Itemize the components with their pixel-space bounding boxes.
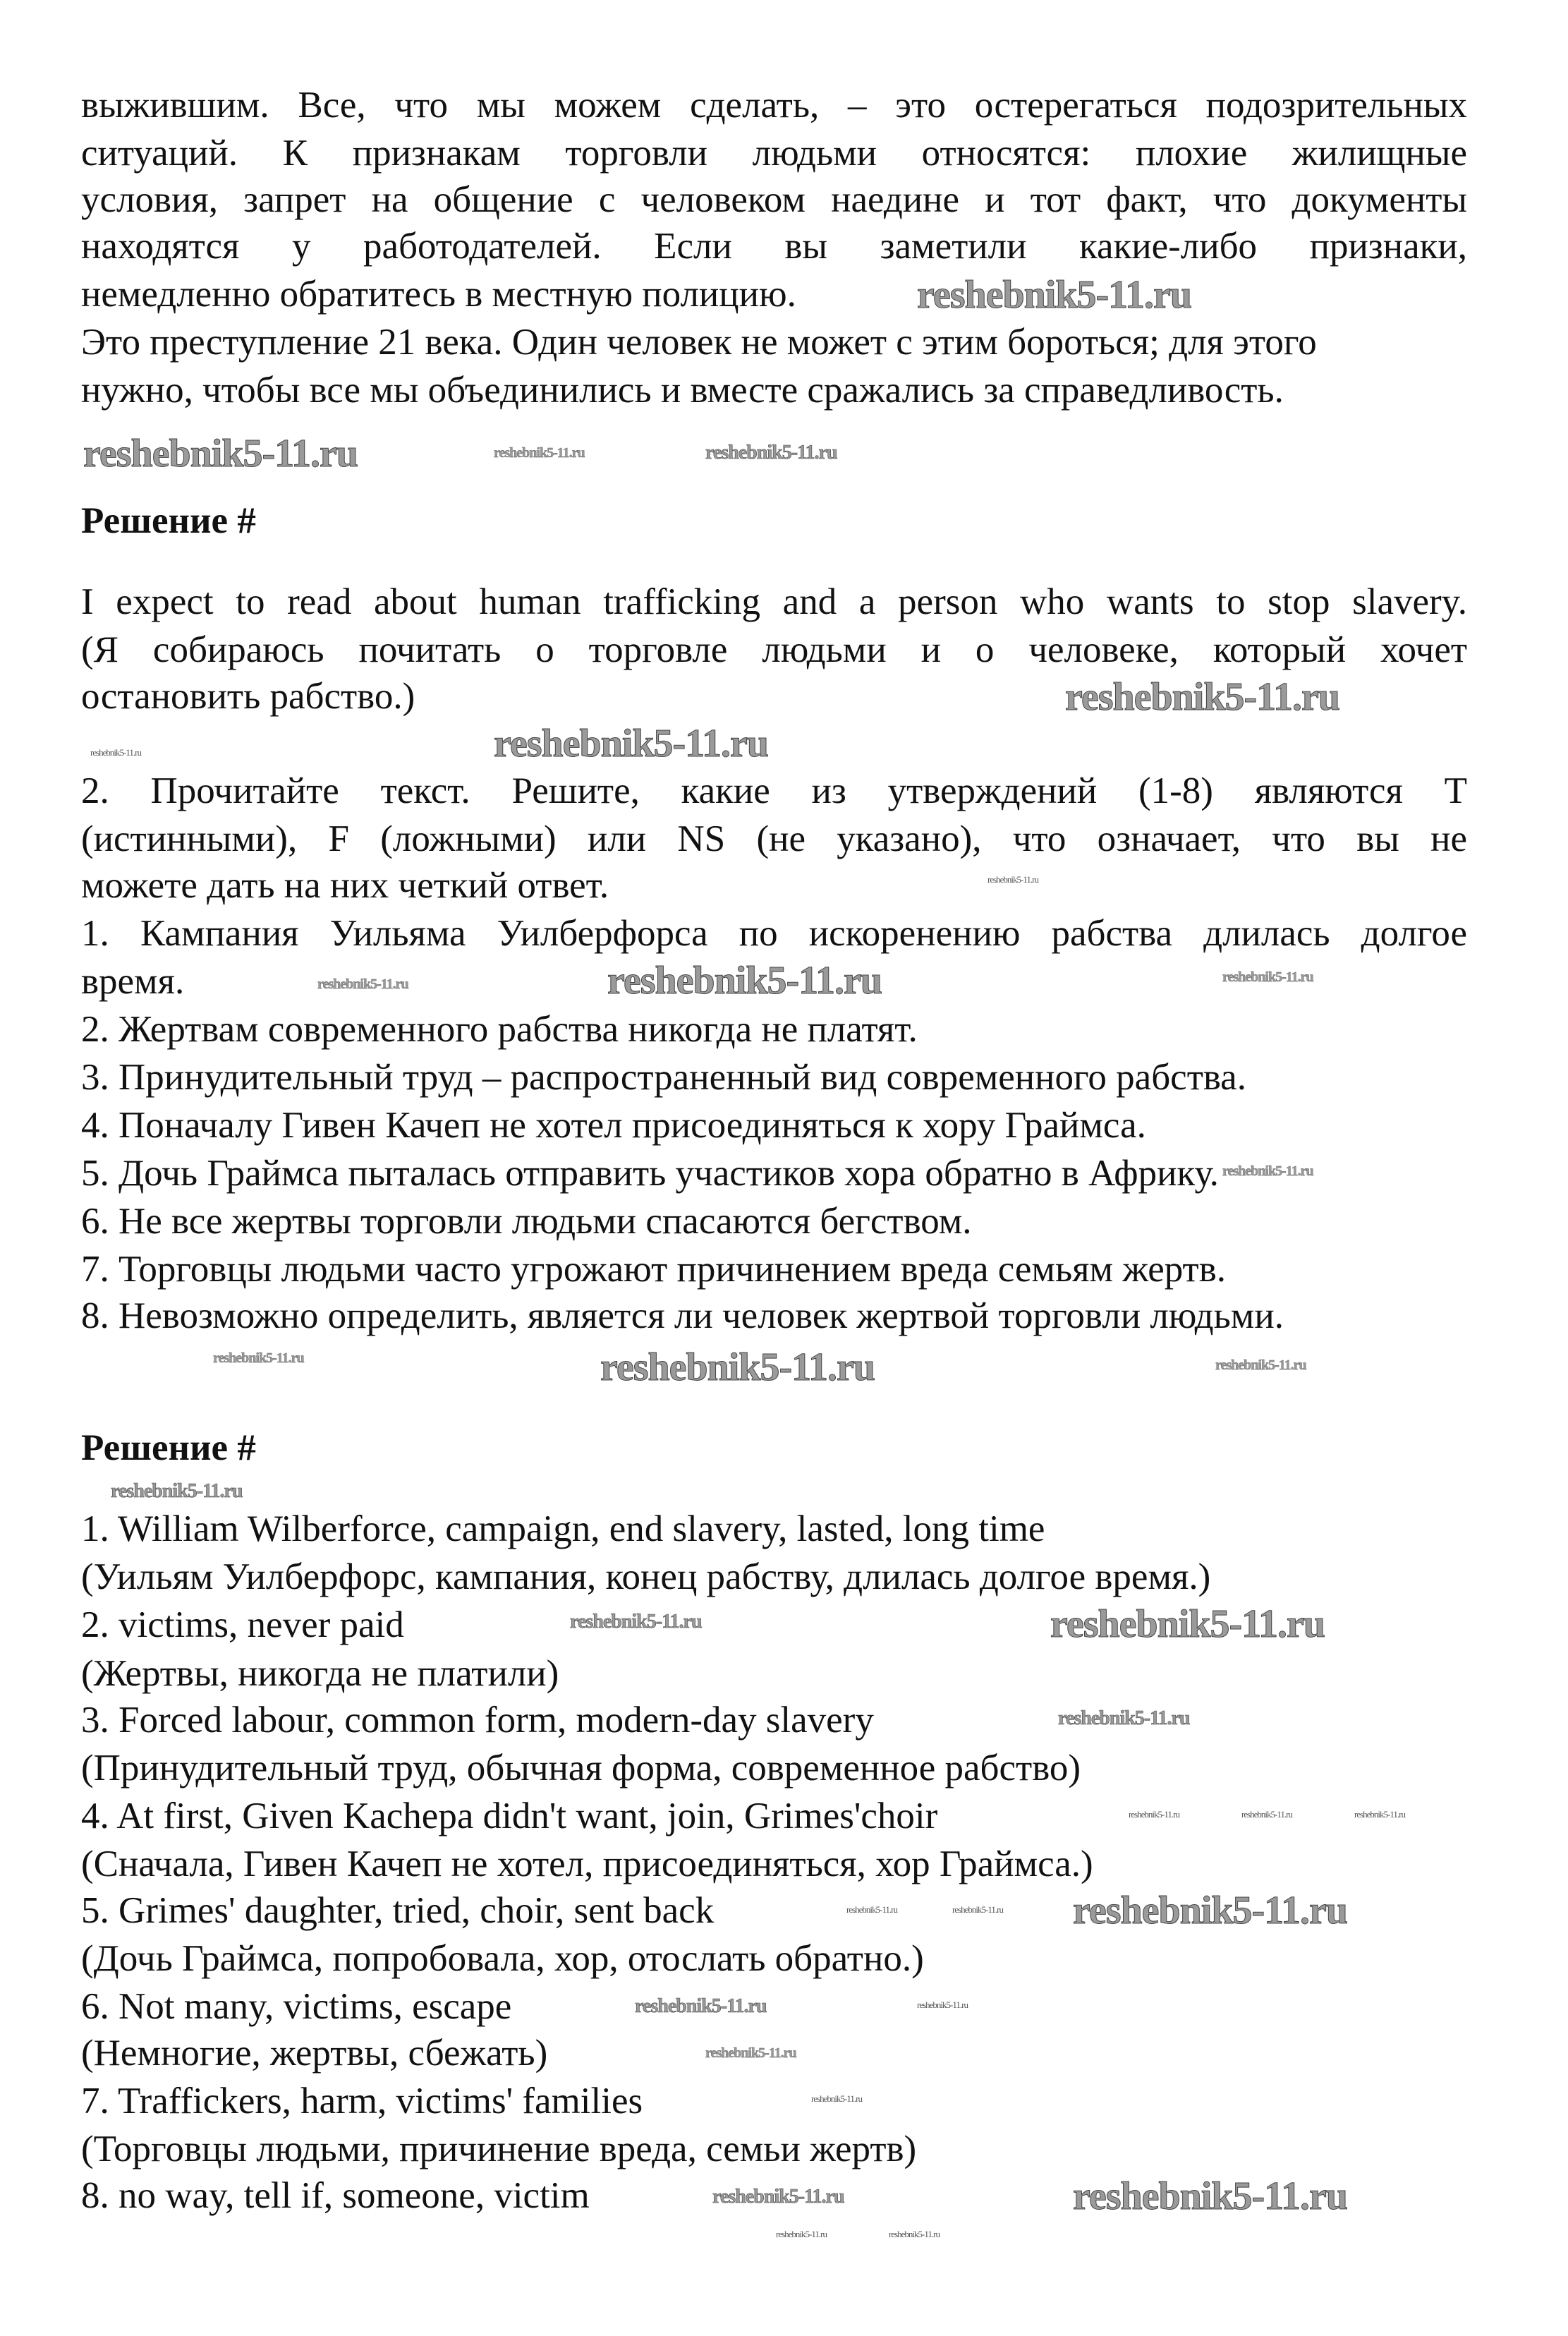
task-line: можете дать на них четкий ответ.	[81, 865, 609, 906]
watermark: reshebnik5-11.ru	[811, 2093, 862, 2104]
watermark: reshebnik5-11.ru	[90, 747, 141, 758]
statement: 5. Дочь Граймса пыталась отправить участиков хора обратно в Африку.	[81, 1153, 1219, 1194]
watermark: reshebnik5-11.ru	[1222, 969, 1313, 985]
text-line: I expect to read about human trafficking and a person who wants to stop slavery.	[81, 581, 1467, 622]
answer-line: (Немногие, жертвы, сбежать)	[81, 2033, 548, 2074]
answer-line: (Принудительный труд, обычная форма, современное рабство)	[81, 1748, 1081, 1789]
answer-line: 8. no way, tell if, someone, victim	[81, 2175, 590, 2216]
text-line: остановить рабство.)	[81, 676, 415, 717]
watermark: reshebnik5-11.ru	[712, 2186, 844, 2208]
statement: 8. Невозможно определить, является ли человек жертвой торговли людьми.	[81, 1295, 1284, 1336]
answer-line: 4. At first, Given Kachepa didn't want, join, Grimes'choir	[81, 1796, 938, 1836]
watermark: reshebnik5-11.ru	[494, 722, 769, 765]
watermark: reshebnik5-11.ru	[917, 1999, 968, 2010]
answer-line: 6. Not many, victims, escape	[81, 1986, 512, 2027]
watermark: reshebnik5-11.ru	[213, 1350, 304, 1366]
watermark: reshebnik5-11.ru	[570, 1611, 702, 1633]
watermark: reshebnik5-11.ru	[1241, 1809, 1292, 1820]
watermark: reshebnik5-11.ru	[846, 1904, 897, 1915]
answer-line: 7. Traffickers, harm, victims' families	[81, 2081, 643, 2122]
watermark: reshebnik5-11.ru	[494, 445, 585, 461]
watermark: reshebnik5-11.ru	[1073, 1889, 1348, 1932]
watermark: reshebnik5-11.ru	[635, 1995, 767, 2017]
watermark: reshebnik5-11.ru	[987, 874, 1038, 885]
answer-line: (Уильям Уилберфорс, кампания, конец рабству, длилась долгое время.)	[81, 1556, 1211, 1597]
task-line: (истинными), F (ложными) или NS (не указано), что означает, что вы не	[81, 818, 1467, 859]
watermark: reshebnik5-11.ru	[1058, 1707, 1190, 1729]
watermark: reshebnik5-11.ru	[705, 442, 837, 464]
watermark: reshebnik5-11.ru	[1354, 1809, 1405, 1820]
watermark: reshebnik5-11.ru	[1050, 1602, 1325, 1646]
text-line: условия, запрет на общение с человеком наедине и тот факт, что документы	[81, 179, 1467, 220]
watermark: reshebnik5-11.ru	[776, 2229, 827, 2239]
watermark: reshebnik5-11.ru	[1215, 1357, 1306, 1373]
statement: 3. Принудительный труд – распространенный вид современного рабства.	[81, 1057, 1246, 1098]
text-line: находятся у работодателей. Если вы заметили какие-либо признаки,	[81, 226, 1467, 267]
watermark: reshebnik5-11.ru	[1129, 1809, 1179, 1820]
statement: 1. Кампания Уильяма Уилберфорса по искоренению рабства длилась долгое	[81, 913, 1467, 954]
statement: время.	[81, 961, 185, 1002]
watermark: reshebnik5-11.ru	[1222, 1163, 1313, 1179]
task-line: 2. Прочитайте текст. Решите, какие из утверждений (1-8) являются T	[81, 770, 1467, 811]
text-line: ситуаций. К признакам торговли людьми относятся: плохие жилищные	[81, 133, 1467, 174]
text-line: Это преступление 21 века. Один человек не может с этим бороться; для этого	[81, 322, 1317, 363]
watermark: reshebnik5-11.ru	[952, 1904, 1003, 1915]
answer-line: 3. Forced labour, common form, modern-day slavery	[81, 1700, 874, 1741]
watermark: reshebnik5-11.ru	[917, 273, 1192, 317]
answer-line: 2. victims, never paid	[81, 1604, 404, 1645]
statement: 4. Поначалу Гивен Качеп не хотел присоединяться к хору Граймса.	[81, 1105, 1146, 1146]
watermark: reshebnik5-11.ru	[600, 1345, 875, 1389]
answer-line: 5. Grimes' daughter, tried, choir, sent back	[81, 1890, 715, 1931]
watermark: reshebnik5-11.ru	[1073, 2174, 1348, 2218]
answer-line: (Сначала, Гивен Качеп не хотел, присоединяться, хор Граймса.)	[81, 1844, 1093, 1884]
watermark: reshebnik5-11.ru	[1065, 675, 1340, 719]
watermark: reshebnik5-11.ru	[705, 2045, 796, 2061]
text-line: выжившим. Все, что мы можем сделать, – это остерегаться подозрительных	[81, 85, 1467, 126]
watermark: reshebnik5-11.ru	[111, 1480, 243, 1502]
solution-heading: Решение #	[81, 500, 256, 541]
statement: 6. Не все жертвы торговли людьми спасаются бегством.	[81, 1201, 972, 1242]
watermark: reshebnik5-11.ru	[83, 432, 358, 476]
answer-line: (Торговцы людьми, причинение вреда, семьи жертв)	[81, 2129, 917, 2169]
text-line: нужно, чтобы все мы объединились и вместе сражались за справедливость.	[81, 370, 1284, 411]
answer-line: (Жертвы, никогда не платили)	[81, 1653, 559, 1694]
watermark: reshebnik5-11.ru	[317, 976, 408, 992]
watermark: reshebnik5-11.ru	[607, 959, 882, 1003]
answer-line: (Дочь Граймса, попробовала, хор, отослать обратно.)	[81, 1938, 924, 1979]
statement: 7. Торговцы людьми часто угрожают причинением вреда семьям жертв.	[81, 1249, 1226, 1290]
statement: 2. Жертвам современного рабства никогда не платят.	[81, 1009, 918, 1050]
watermark: reshebnik5-11.ru	[889, 2229, 940, 2239]
text-line: (Я собираюсь почитать о торговле людьми и о человеке, который хочет	[81, 629, 1467, 670]
solution-heading: Решение #	[81, 1427, 256, 1468]
text-line: немедленно обратитесь в местную полицию.	[81, 274, 796, 315]
answer-line: 1. William Wilberforce, campaign, end slavery, lasted, long time	[81, 1508, 1045, 1549]
